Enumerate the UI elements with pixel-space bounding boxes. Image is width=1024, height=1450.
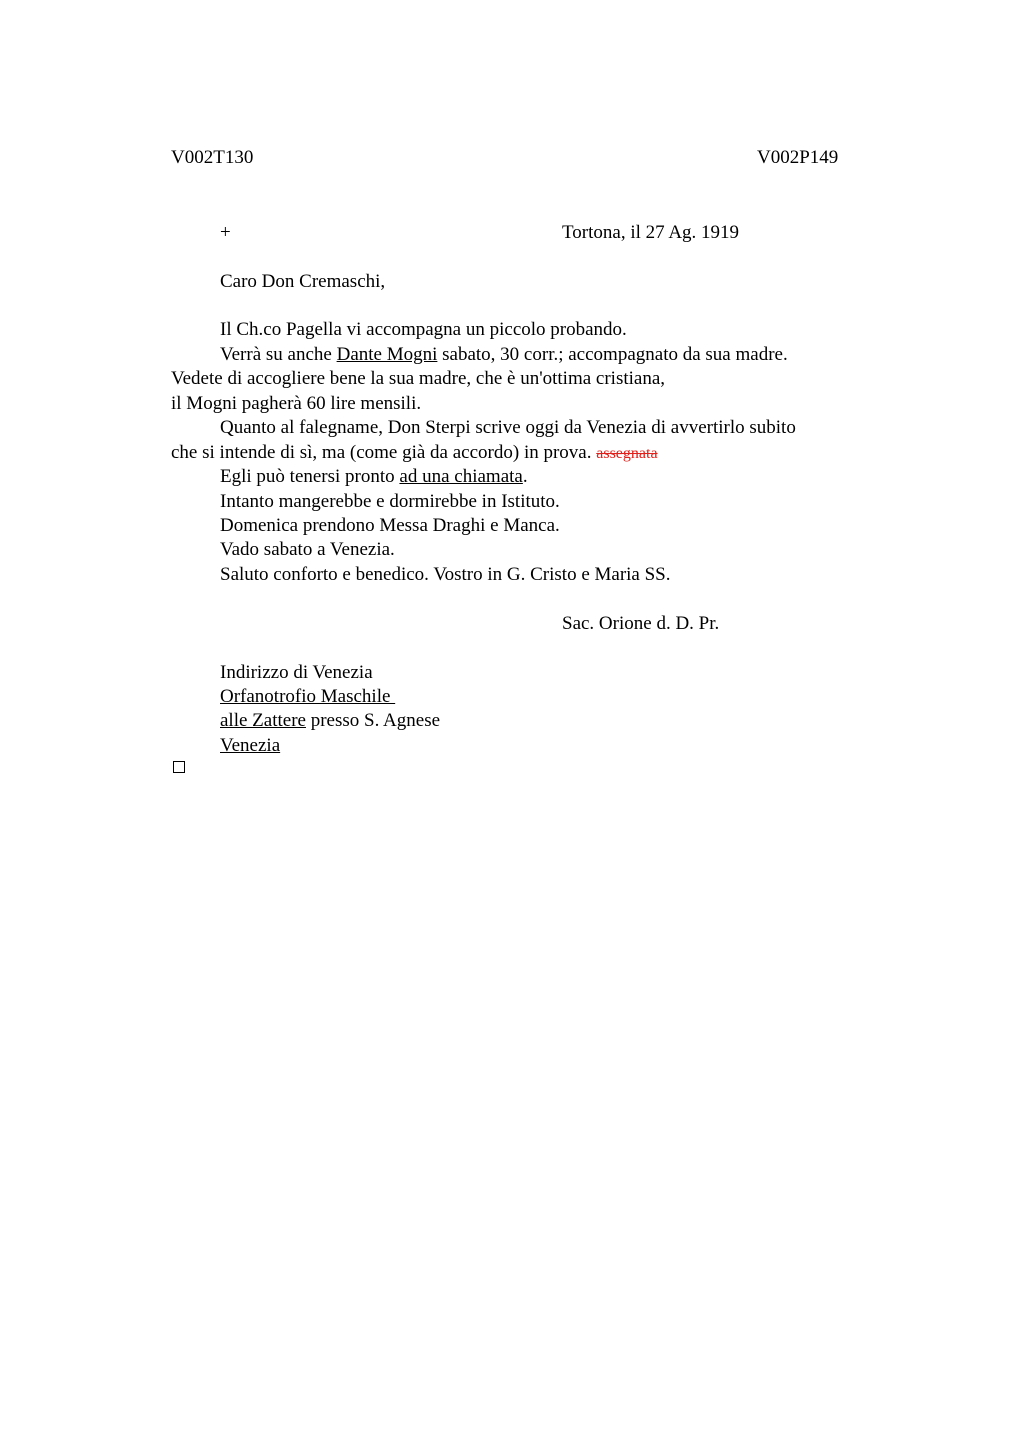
letter-line-11: Saluto conforto e benedico. Vostro in G. Cristo e Maria SS. <box>220 564 671 585</box>
place-date: Tortona, il 27 Ag. 1919 <box>562 222 740 243</box>
header-right-code: V002P149 <box>757 147 839 168</box>
end-box <box>173 761 185 773</box>
address-heading: Indirizzo di Venezia <box>220 662 373 683</box>
letter-line-6 <box>171 441 658 466</box>
address-agnese: presso S. Agnese <box>305 710 441 731</box>
letter-line-10: Vado sabato a Venezia. <box>220 539 395 560</box>
line-2-text-a: Verrà su anche <box>220 344 337 365</box>
underlined-ad-una-chiamata: ad una chiamata <box>399 466 523 487</box>
address-zattere: alle Zattere <box>220 710 306 731</box>
letter-line-4: il Mogni pagherà 60 lire mensili. <box>171 393 422 414</box>
letter-line-1: Il Ch.co Pagella vi accompagna un piccolo probando. <box>220 319 627 340</box>
letter-line-8: Intanto mangerebbe e dormirebbe in Istituto. <box>220 491 560 512</box>
line-2-text-b: sabato, 30 corr.; accompagnato da sua madre. <box>437 344 788 365</box>
cross-mark: + <box>220 222 231 243</box>
line-7-text-a: Egli può tenersi pronto <box>220 466 400 487</box>
signature: Sac. Orione d. D. Pr. <box>562 613 720 634</box>
salutation: Caro Don Cremaschi, <box>220 271 386 292</box>
letter-line-3: Vedete di accogliere bene la sua madre, che è un'ottima cristiana, <box>171 368 666 389</box>
address-line-2 <box>220 709 440 733</box>
letter-line-7 <box>220 465 528 489</box>
address-line-1: Orfanotrofio Maschile <box>220 686 396 707</box>
name-dante-mogni: Dante Mogni <box>336 344 438 365</box>
letter-line-5: Quanto al falegname, Don Sterpi scrive oggi da Venezia di avvertirlo subito <box>220 417 796 438</box>
letter-line-9: Domenica prendono Messa Draghi e Manca. <box>220 515 560 536</box>
letter-line-2 <box>220 343 788 367</box>
address-line-3: Venezia <box>220 735 281 756</box>
line-7-text-b: . <box>522 466 528 487</box>
deleted-word: assegnata <box>596 445 658 462</box>
line-6-text: che si intende di sì, ma (come già da accordo) in prova. <box>171 442 597 463</box>
header-left-code: V002T130 <box>171 147 254 168</box>
